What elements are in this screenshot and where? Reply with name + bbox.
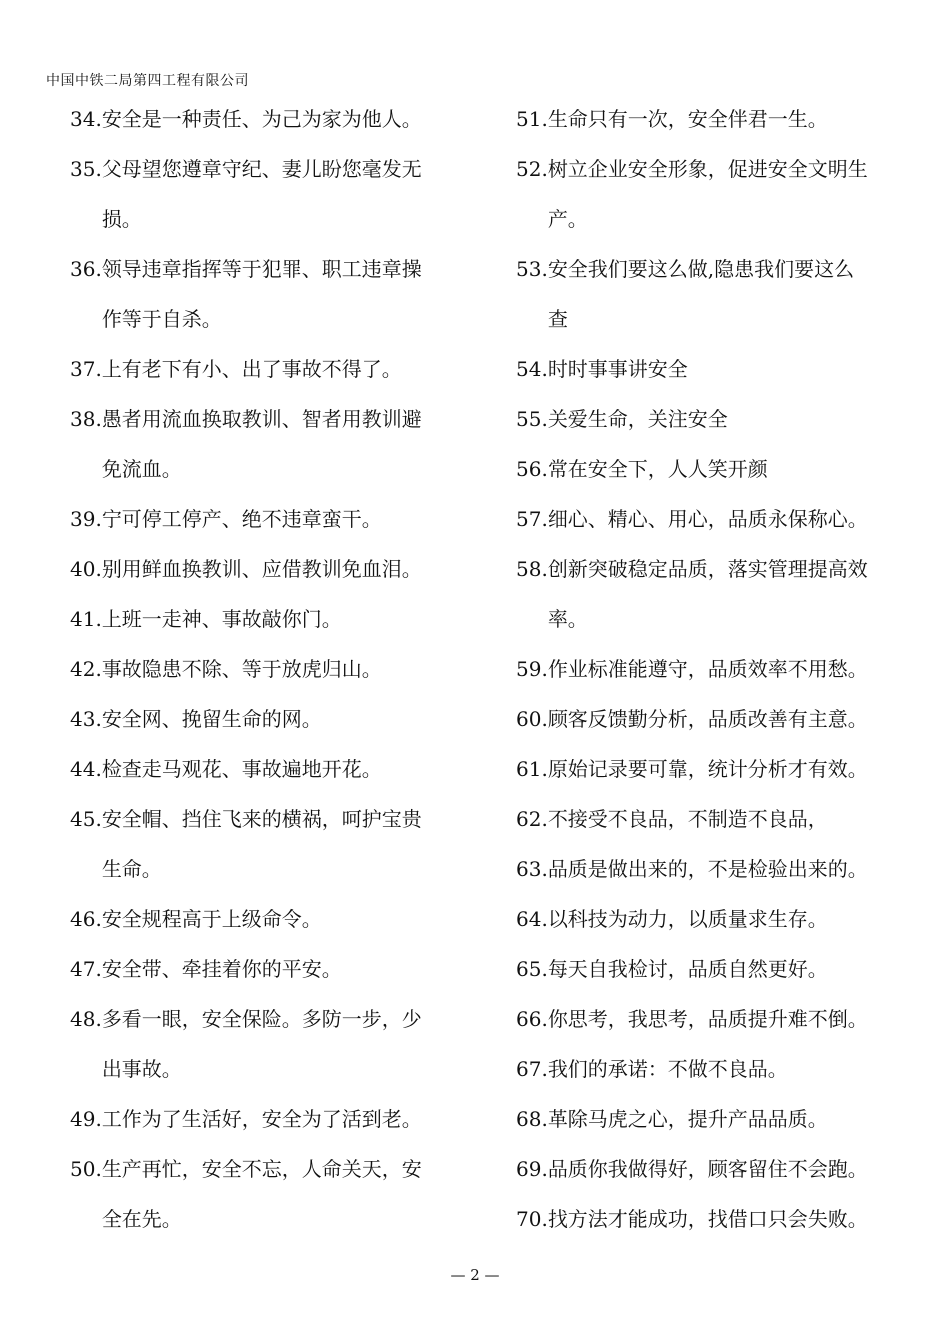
slogan-item [70,1144,470,1244]
slogan-number: 53. [516,257,548,281]
page-header: 中国中铁二局第四工程有限公司 [46,73,249,89]
slogan-number: 70. [516,1207,548,1231]
slogan-number: 39. [70,507,102,531]
slogan-item [516,694,916,744]
slogan-number: 56. [516,457,548,481]
slogan-number: 49. [70,1107,102,1131]
slogan-number: 38. [70,407,102,431]
slogan-text: 关爱生命，关注安全 [547,407,728,431]
slogan-text: 创新突破稳定品质，落实管理提高效 [547,557,868,581]
slogan-text: 生产再忙，安全不忘，人命关天，安 [101,1157,422,1181]
slogan-item [516,644,916,694]
slogan-number: 44. [70,757,102,781]
slogan-text: 找方法才能成功，找借口只会失败。 [547,1207,868,1231]
slogan-number: 50. [70,1157,102,1181]
slogan-item [516,144,916,244]
slogan-item [516,944,916,994]
slogan-number: 46. [70,907,102,931]
slogan-item [516,394,916,444]
slogan-text: 时时事事讲安全 [547,357,688,381]
slogan-number: 54. [516,357,548,381]
slogan-item [516,544,916,644]
slogan-item [70,394,470,494]
slogan-number: 60. [516,707,548,731]
slogan-item [70,544,470,594]
slogan-item [70,94,470,144]
slogan-item [70,1094,470,1144]
slogan-text: 查 [547,307,568,331]
slogan-text: 安全帽、挡住飞来的横祸，呵护宝贵 [101,807,422,831]
slogan-text: 领导违章指挥等于犯罪、职工违章操 [101,257,422,281]
slogan-text: 免流血。 [101,457,182,481]
slogan-item [516,844,916,894]
slogan-number: 63. [516,857,548,881]
slogan-item [516,1094,916,1144]
slogan-text: 安全网、挽留生命的网。 [101,707,322,731]
slogan-item [70,144,470,244]
slogan-text: 革除马虎之心，提升产品品质。 [547,1107,828,1131]
slogan-text: 每天自我检讨，品质自然更好。 [547,957,828,981]
slogan-item [70,694,470,744]
slogan-item [70,794,470,894]
slogan-text: 率。 [547,607,588,631]
slogan-item [516,494,916,544]
slogan-item [516,994,916,1044]
slogan-number: 43. [70,707,102,731]
slogan-number: 40. [70,557,102,581]
slogan-item [516,94,916,144]
slogan-text: 安全带、牵挂着你的平安。 [101,957,342,981]
slogan-number: 37. [70,357,102,381]
slogan-number: 55. [516,407,548,431]
slogan-item [70,244,470,344]
slogan-text: 你思考，我思考，品质提升难不倒。 [547,1007,868,1031]
slogan-text: 损。 [101,207,142,231]
slogan-text: 作等于自杀。 [101,307,222,331]
slogan-text: 顾客反馈勤分析，品质改善有主意。 [547,707,868,731]
slogan-number: 42. [70,657,102,681]
slogan-item [70,494,470,544]
slogan-number: 51. [516,107,548,131]
slogan-number: 57. [516,507,548,531]
slogan-number: 67. [516,1057,548,1081]
slogan-text: 安全是一种责任、为己为家为他人。 [101,107,422,131]
slogan-item [516,444,916,494]
slogan-item [70,594,470,644]
slogan-text: 别用鲜血换教训、应借教训免血泪。 [101,557,422,581]
slogan-item [70,994,470,1094]
slogan-number: 58. [516,557,548,581]
slogan-number: 35. [70,157,102,181]
slogan-number: 64. [516,907,548,931]
slogan-item [516,1044,916,1094]
slogan-text: 以科技为动力，以质量求生存。 [547,907,828,931]
slogan-number: 61. [516,757,548,781]
slogan-number: 66. [516,1007,548,1031]
slogan-text: 生命只有一次，安全伴君一生。 [547,107,828,131]
slogan-text: 品质是做出来的，不是检验出来的。 [547,857,868,881]
slogan-number: 52. [516,157,548,181]
slogan-text: 细心、精心、用心，品质永保称心。 [547,507,868,531]
slogan-item [516,744,916,794]
slogan-number: 69. [516,1157,548,1181]
slogan-item [516,1144,916,1194]
slogan-text: 原始记录要可靠，统计分析才有效。 [547,757,868,781]
slogan-text: 作业标准能遵守，品质效率不用愁。 [547,657,868,681]
slogan-number: 62. [516,807,548,831]
slogan-text: 产。 [547,207,588,231]
slogan-text: 多看一眼，安全保险。多防一步，少 [101,1007,422,1031]
slogan-text: 宁可停工停产、绝不违章蛮干。 [101,507,382,531]
slogan-number: 36. [70,257,102,281]
slogan-text: 安全我们要这么做,隐患我们要这么 [547,257,855,281]
slogan-text: 安全规程高于上级命令。 [101,907,322,931]
slogan-number: 47. [70,957,102,981]
slogan-text: 工作为了生活好，安全为了活到老。 [101,1107,422,1131]
slogan-text: 出事故。 [101,1057,182,1081]
slogan-text: 上班一走神、事故敲你门。 [101,607,342,631]
slogan-item [516,244,916,344]
page-number: — 2 — [450,1266,500,1284]
slogan-number: 48. [70,1007,102,1031]
slogan-item [516,1194,916,1244]
slogan-text: 生命。 [101,857,162,881]
slogan-text: 愚者用流血换取教训、智者用教训避 [101,407,422,431]
slogan-number: 59. [516,657,548,681]
slogan-item [70,894,470,944]
slogan-number: 68. [516,1107,548,1131]
slogan-item [516,794,916,844]
slogan-text: 树立企业安全形象，促进安全文明生 [547,157,868,181]
slogan-text: 检查走马观花、事故遍地开花。 [101,757,382,781]
slogan-text: 父母望您遵章守纪、妻儿盼您毫发无 [101,157,422,181]
slogan-text: 事故隐患不除、等于放虎归山。 [101,657,382,681]
slogan-text: 我们的承诺：不做不良品。 [547,1057,788,1081]
slogan-item [70,344,470,394]
slogan-number: 41. [70,607,102,631]
slogan-text: 常在安全下，人人笑开颜 [547,457,768,481]
slogan-text: 不接受不良品，不制造不良品， [547,807,828,831]
slogan-number: 34. [70,107,102,131]
right-column [516,94,916,1244]
slogan-item [516,344,916,394]
slogan-text: 上有老下有小、出了事故不得了。 [101,357,402,381]
slogan-number: 65. [516,957,548,981]
left-column [70,94,470,1244]
slogan-item [70,744,470,794]
slogan-item [516,894,916,944]
slogan-item [70,944,470,994]
slogan-text: 全在先。 [101,1207,182,1231]
slogan-item [70,644,470,694]
slogan-text: 品质你我做得好，顾客留住不会跑。 [547,1157,868,1181]
slogan-number: 45. [70,807,102,831]
